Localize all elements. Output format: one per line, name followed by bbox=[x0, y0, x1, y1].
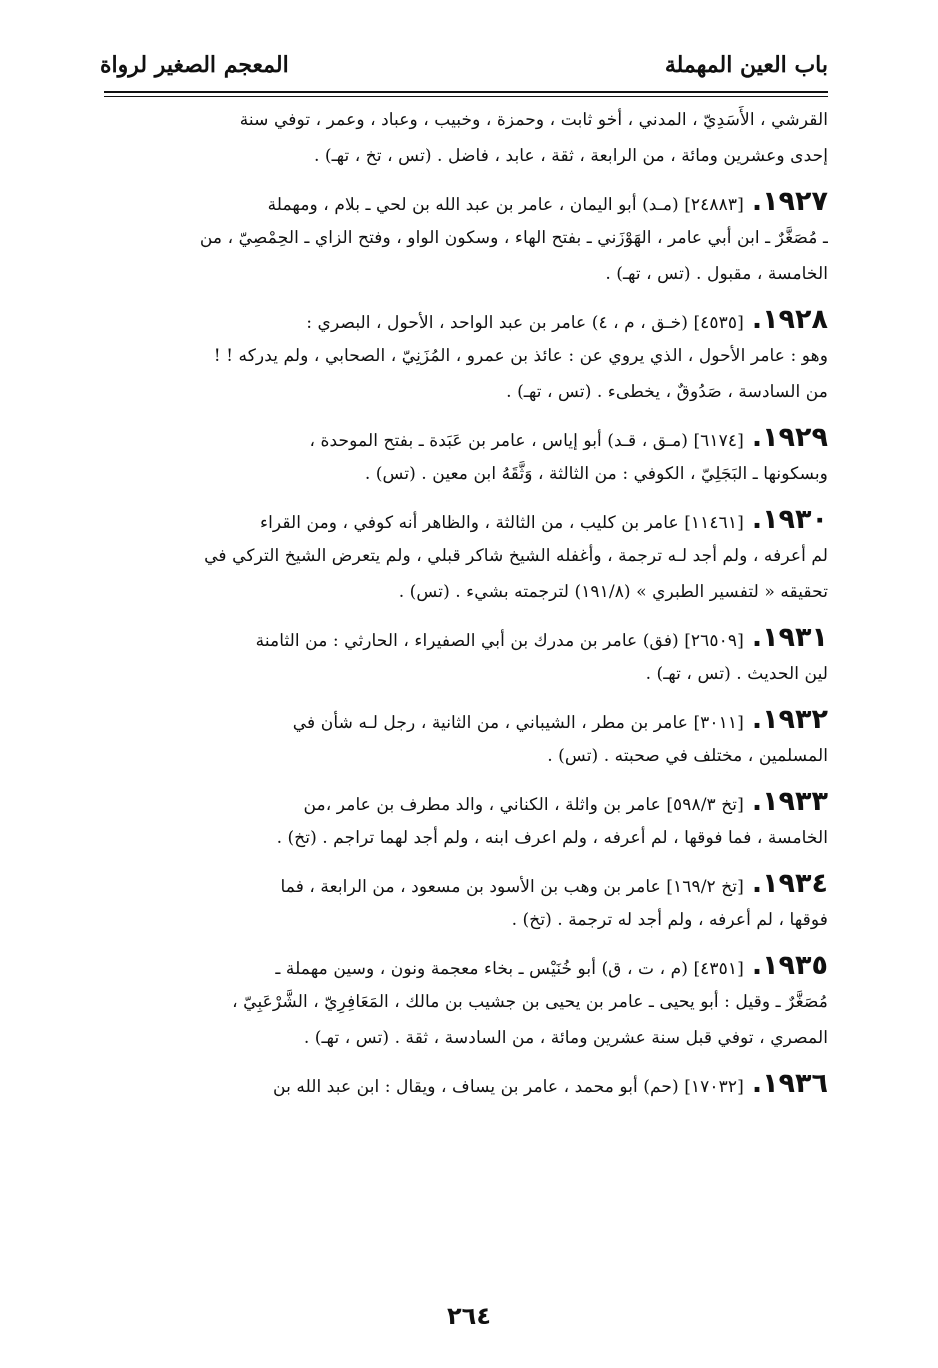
entry-text: [تخ ٥٩٨/٣] عامر بن واثلة ، الكناني ، والد مطرف بن عامر ،من bbox=[303, 795, 744, 815]
biography-entry bbox=[106, 1066, 828, 1102]
biography-entry bbox=[106, 866, 828, 938]
entry-first-line bbox=[106, 1066, 828, 1102]
section-title: باب العين المهملة bbox=[664, 52, 828, 78]
entry-first-line bbox=[106, 784, 828, 820]
biography-entry bbox=[106, 502, 828, 610]
text-line: وبسكونها ـ البَجَلِيّ ، الكوفي : من الثالثة ، وَثَّقَهُ ابن معين . (تس) . bbox=[364, 464, 828, 484]
biography-entry bbox=[106, 620, 828, 692]
entry-text: [٦١٧٤] (مـق ، قـد) أبو إياس ، عامر بن عَبَدة ـ بفتح الموحدة ، bbox=[309, 431, 744, 451]
body-text bbox=[106, 102, 828, 1112]
text-line: إحدى وعشرين ومائة ، من الرابعة ، ثقة ، عابد ، فاضل . (تس ، تخ ، تهـ) . bbox=[313, 146, 828, 166]
text-line: مُصَغَّرٌ ـ وقيل : أبو يحيى ـ عامر بن يحيى بن جشيب بن مالك ، المَعَافِرِيّ ، الشَّرْعَبِيّ ، bbox=[232, 992, 828, 1012]
text-line: الخامسة ، فما فوقها ، لم أعرفه ، ولم اعرف ابنه ، ولم أجد لهما تراجم . (تخ) . bbox=[276, 828, 828, 848]
entry-number: ١٩٣٢. bbox=[751, 704, 828, 735]
entry-number: ١٩٣٤. bbox=[751, 868, 828, 899]
entry-number: ١٩٣١. bbox=[751, 622, 828, 653]
entry-first-line bbox=[106, 302, 828, 338]
entry-number: ١٩٣٣. bbox=[751, 786, 828, 817]
page-number: ٢٦٤ bbox=[447, 1302, 491, 1330]
text-line: لم أعرفه ، ولم أجد لـه ترجمة ، وأغفله الشيخ شاكر قبلي ، ولم يتعرض الشيخ التركي في bbox=[204, 546, 828, 566]
running-header bbox=[100, 52, 828, 88]
entry-text: [٣٠١١] عامر بن مطر ، الشيباني ، من الثانية ، رجل لـه شأن في bbox=[292, 713, 744, 733]
text-line: وهو : عامر الأحول ، الذي يروي عن : عائذ بن عمرو ، المُزَنِيّ ، الصحابي ، ولم يدركه ! ! bbox=[213, 346, 828, 366]
text-line: القرشي ، الأَسَدِيّ ، المدني ، أخو ثابت ، وحمزة ، وخبيب ، وعباد ، وعمر ، توفي سنة bbox=[239, 110, 828, 130]
entry-number: ١٩٢٩. bbox=[751, 422, 828, 453]
text-line: المصري ، توفي قبل سنة عشرين ومائة ، من السادسة ، ثقة . (تس ، تهـ) . bbox=[303, 1028, 828, 1048]
text-line: فوقها ، لم أعرفه ، ولم أجد له ترجمة . (تخ) . bbox=[511, 910, 828, 930]
entry-number: ١٩٢٧. bbox=[751, 186, 828, 217]
entry-text: [٢٤٨٨٣] (مـد) أبو اليمان ، عامر بن عبد الله بن لحي ـ بلام ، ومهملة bbox=[267, 195, 744, 215]
entry-first-line bbox=[106, 948, 828, 984]
entry-number: ١٩٣٥. bbox=[751, 950, 828, 981]
biography-entry bbox=[106, 702, 828, 774]
entry-number: ١٩٣٠. bbox=[751, 504, 828, 535]
entry-text: [٤٣٥١] (م ، ت ، ق) أبو خُنَيْس ـ بخاء معجمة ونون ، وسين مهملة ـ bbox=[275, 959, 744, 979]
text-line: الخامسة ، مقبول . (تس ، تهـ) . bbox=[605, 264, 828, 284]
text-line: لين الحديث . (تس ، تهـ) . bbox=[645, 664, 828, 684]
book-title: المعجم الصغير لرواة bbox=[100, 52, 289, 78]
text-line: المسلمين ، مختلف في صحبته . (تس) . bbox=[547, 746, 828, 766]
biography-entry bbox=[106, 184, 828, 292]
entry-first-line bbox=[106, 184, 828, 220]
entry-text: [٤٥٣٥] (خـق ، م ، ٤) عامر بن عبد الواحد ، الأحول ، البصري : bbox=[306, 313, 744, 333]
biography-entry bbox=[106, 420, 828, 492]
entry-first-line bbox=[106, 420, 828, 456]
entry-first-line bbox=[106, 702, 828, 738]
biography-entry bbox=[106, 784, 828, 856]
text-line: من السادسة ، صَدُوقٌ ، يخطىء . (تس ، تهـ) . bbox=[506, 382, 828, 402]
biography-entry bbox=[106, 948, 828, 1056]
entry-text: [تخ ١٦٩/٢] عامر بن وهب بن الأسود بن مسعود ، من الرابعة ، فما bbox=[280, 877, 744, 897]
intro-paragraph bbox=[106, 102, 828, 174]
text-line: ـ مُصَغَّرٌ ـ ابن أبي عامر ، الهَوْزَني ـ بفتح الهاء ، وسكون الواو ، وفتح الزاي ـ الحِمْصِيّ ، من bbox=[199, 228, 828, 248]
entry-number: ١٩٣٦. bbox=[751, 1068, 828, 1099]
entry-text: [١١٤٦١] عامر بن كليب ، من الثالثة ، والظاهر أنه كوفي ، ومن القراء bbox=[259, 513, 744, 533]
entry-text: [٢٦٥٠٩] (فق) عامر بن مدرك بن أبي الصفيراء ، الحارثي : من الثامنة bbox=[255, 631, 744, 651]
biography-entry bbox=[106, 302, 828, 410]
entry-text: [١٧٠٣٢] (حم) أبو محمد ، عامر بن يساف ، ويقال : ابن عبد الله بن bbox=[273, 1077, 744, 1097]
entry-number: ١٩٢٨. bbox=[751, 304, 828, 335]
text-line: تحقيقه « لتفسير الطبري » (١٩١/٨) لترجمته بشيء . (تس) . bbox=[398, 582, 828, 602]
header-rule-thick bbox=[104, 91, 828, 93]
entry-first-line bbox=[106, 866, 828, 902]
entry-first-line bbox=[106, 620, 828, 656]
header-rule-thin bbox=[104, 96, 828, 97]
entry-first-line bbox=[106, 502, 828, 538]
